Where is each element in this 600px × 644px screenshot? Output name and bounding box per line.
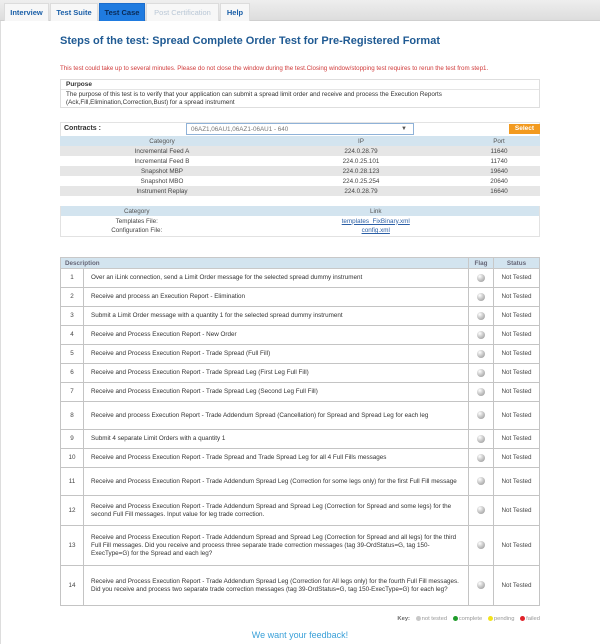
step-description: Receive and process Execution Report - Trade Addendum Spread (Cancellation) for Spread and Spread Leg for each leg: [84, 402, 469, 430]
page-title: Steps of the test: Spread Complete Order Test for Pre-Registered Format: [60, 35, 440, 47]
feed-row: [60, 176, 540, 186]
feed-port: 11640: [458, 146, 540, 156]
step-status: Not Tested: [494, 468, 540, 496]
feed-port: 16640: [458, 186, 540, 196]
contracts-label: Contracts :: [64, 125, 101, 132]
step-row: [61, 430, 540, 449]
step-row: [61, 364, 540, 383]
feed-ip: 224.0.28.123: [264, 166, 458, 176]
tab-test-suite[interactable]: Test Suite: [50, 3, 98, 21]
feed-port: 11740: [490, 157, 508, 165]
step-number: 1: [61, 269, 84, 288]
status-key: [397, 616, 540, 622]
config-file-link[interactable]: config.xml: [361, 227, 390, 235]
step-row: [61, 326, 540, 345]
step-status: Not Tested: [494, 383, 540, 402]
steps-table: [60, 257, 540, 606]
step-row: [61, 383, 540, 402]
step-row: [61, 468, 540, 496]
step-description: Receive and Process Execution Report - Trade Spread Leg (First Leg Full Fill): [84, 364, 469, 383]
flag-not-tested-icon: [477, 506, 485, 514]
feed-port: 20640: [490, 177, 508, 185]
step-status: Not Tested: [494, 496, 540, 526]
templates-file-link[interactable]: templates_FixBinary.xml: [341, 217, 410, 225]
step-number: 8: [61, 402, 84, 430]
col-description: Description: [61, 258, 469, 269]
step-row: [61, 269, 540, 288]
flag-not-tested-icon: [477, 454, 485, 462]
feed-ip: 224.0.25.254: [342, 177, 380, 185]
feed-table: [60, 136, 540, 196]
flag-not-tested-icon: [477, 411, 485, 419]
step-number: 6: [61, 364, 84, 383]
feed-row: [60, 156, 540, 166]
step-description: Submit a Limit Order message with a quantity 1 for the selected spread dummy instrument: [84, 307, 469, 326]
step-description: Receive and Process Execution Report - Trade Addendum Spread and Spread Leg (Correction for Spread and some legs) for the second Full Fill messages. Input value for leg trade correction.: [84, 496, 469, 526]
key-failed: failed: [526, 616, 540, 623]
step-description: Receive and Process Execution Report - Trade Addendum Spread Leg (Correction for some legs only) for the first Full Fill message: [84, 468, 469, 496]
feed-table-header: [60, 136, 540, 146]
step-number: 2: [61, 288, 84, 307]
col-file-category: Category: [61, 206, 213, 216]
step-description: Over an iLink connection, send a Limit Order message for the selected spread dummy instrument: [84, 269, 469, 288]
step-status: Not Tested: [494, 430, 540, 449]
step-status: Not Tested: [494, 364, 540, 383]
flag-not-tested-icon: [477, 293, 485, 301]
step-description: Receive and Process Execution Report - Trade Spread Leg (Second Leg Full Fill): [84, 383, 469, 402]
step-row: [61, 402, 540, 430]
step-number: 12: [61, 496, 84, 526]
step-row: [61, 345, 540, 364]
flag-not-tested-icon: [477, 581, 485, 589]
file-table-header: [61, 206, 540, 216]
feed-row: [60, 186, 540, 196]
tab-interview[interactable]: Interview: [4, 3, 49, 21]
contracts-dropdown[interactable]: [186, 123, 414, 135]
step-status: Not Tested: [494, 326, 540, 345]
feed-port: 19640: [458, 166, 540, 176]
step-number: 5: [61, 345, 84, 364]
step-number: 13: [61, 526, 84, 566]
feed-category: Incremental Feed B: [134, 157, 190, 165]
step-row: [61, 307, 540, 326]
not-tested-dot-icon: [416, 616, 421, 621]
step-description: Receive and Process Execution Report - Trade Addendum Spread and Spread Leg (Correction for Spread and all legs) for the third Full Fill messages. Did you receive and process three separate trade correction messages (tag 39-OrdStatus=G, tag 150-ExecType=G) for the Spread and each leg?: [84, 526, 469, 566]
key-label: Key:: [397, 616, 410, 623]
col-category: Category: [60, 136, 264, 146]
step-number: 11: [61, 468, 84, 496]
step-status: Not Tested: [494, 526, 540, 566]
step-description: Receive and Process Execution Report - Trade Spread (Full Fill): [84, 345, 469, 364]
feed-ip: 224.0.28.79: [264, 186, 458, 196]
purpose-box: [60, 79, 540, 108]
step-row: [61, 449, 540, 468]
tab-post-certification: Post Certification: [146, 3, 219, 21]
purpose-text: The purpose of this test is to verify that your application can submit a spread limit order and receive and process the Execution Reports (Ack,Fill,Elimination,Correction,Bust) for a spread instrument: [66, 91, 442, 106]
failed-dot-icon: [520, 616, 525, 621]
feed-category: Snapshot MBO: [140, 177, 184, 185]
col-flag: Flag: [469, 258, 494, 269]
flag-not-tested-icon: [477, 541, 485, 549]
flag-not-tested-icon: [477, 477, 485, 485]
steps-header: [61, 258, 540, 269]
step-status: Not Tested: [494, 345, 540, 364]
step-description: Receive and Process Execution Report - Trade Spread and Trade Spread Leg for all 4 Full Fills messages: [84, 449, 469, 468]
step-row: [61, 566, 540, 606]
flag-not-tested-icon: [477, 331, 485, 339]
step-status: Not Tested: [494, 566, 540, 606]
col-port: Port: [458, 136, 540, 146]
dropdown-arrow-icon: ▼: [401, 126, 407, 132]
step-status: Not Tested: [494, 402, 540, 430]
step-number: 10: [61, 449, 84, 468]
col-link: Link: [213, 206, 540, 216]
flag-not-tested-icon: [477, 274, 485, 282]
file-category: Configuration File:: [111, 227, 163, 235]
feed-category: Instrument Replay: [60, 186, 264, 196]
select-button[interactable]: Select: [509, 124, 540, 134]
tab-bar: [0, 0, 600, 21]
step-status: Not Tested: [494, 449, 540, 468]
file-row: [61, 216, 540, 226]
key-pending: pending: [493, 616, 515, 623]
left-border: [0, 21, 1, 644]
step-number: 4: [61, 326, 84, 345]
col-status: Status: [494, 258, 540, 269]
flag-not-tested-icon: [477, 312, 485, 320]
step-status: Not Tested: [494, 307, 540, 326]
feed-ip: 224.0.25.101: [342, 157, 380, 165]
file-row: [61, 226, 540, 236]
contracts-row: [60, 122, 540, 136]
step-description: Receive and Process Execution Report - New Order: [84, 326, 469, 345]
step-row: [61, 288, 540, 307]
flag-not-tested-icon: [477, 350, 485, 358]
key-not-tested: not tested: [421, 616, 448, 623]
contracts-selected-value: 06AZ1,06AU1,06AZ1-06AU1 - 640: [191, 126, 289, 133]
step-status: Not Tested: [494, 288, 540, 307]
flag-not-tested-icon: [477, 435, 485, 443]
flag-not-tested-icon: [477, 369, 485, 377]
step-number: 3: [61, 307, 84, 326]
feed-category: Incremental Feed A: [60, 146, 264, 156]
step-status: Not Tested: [494, 269, 540, 288]
tab-test-case[interactable]: Test Case: [99, 3, 145, 21]
feed-row: [60, 146, 540, 156]
file-table: [60, 206, 540, 237]
step-row: [61, 496, 540, 526]
step-description: Submit 4 separate Limit Orders with a quantity 1: [84, 430, 469, 449]
purpose-heading: Purpose: [61, 80, 539, 90]
feed-row: [60, 166, 540, 176]
file-category: Templates File:: [115, 217, 158, 225]
feed-category: Snapshot MBP: [60, 166, 264, 176]
col-ip: IP: [264, 136, 458, 146]
feedback-link[interactable]: We want your feedback!: [251, 630, 349, 640]
pending-dot-icon: [488, 616, 493, 621]
complete-dot-icon: [453, 616, 458, 621]
key-complete: complete: [458, 616, 483, 623]
warning-message: This test could take up to several minutes. Please do not close the window during the test.Closing window/stopping test requires to rerun the test from step1.: [60, 65, 489, 72]
flag-not-tested-icon: [477, 388, 485, 396]
step-row: [61, 526, 540, 566]
step-number: 14: [61, 566, 84, 606]
step-description: Receive and Process Execution Report - Trade Addendum Spread Leg (Correction for All legs only) for the fourth Full Fill messages. Did you receive and process two separate trade correction messages (tag 39-OrdStatus=G, tag 150-ExecType=G) for each leg?: [84, 566, 469, 606]
step-number: 7: [61, 383, 84, 402]
tab-help[interactable]: Help: [220, 3, 250, 21]
step-number: 9: [61, 430, 84, 449]
step-description: Receive and process an Execution Report - Elimination: [84, 288, 469, 307]
feed-ip: 224.0.28.79: [264, 146, 458, 156]
